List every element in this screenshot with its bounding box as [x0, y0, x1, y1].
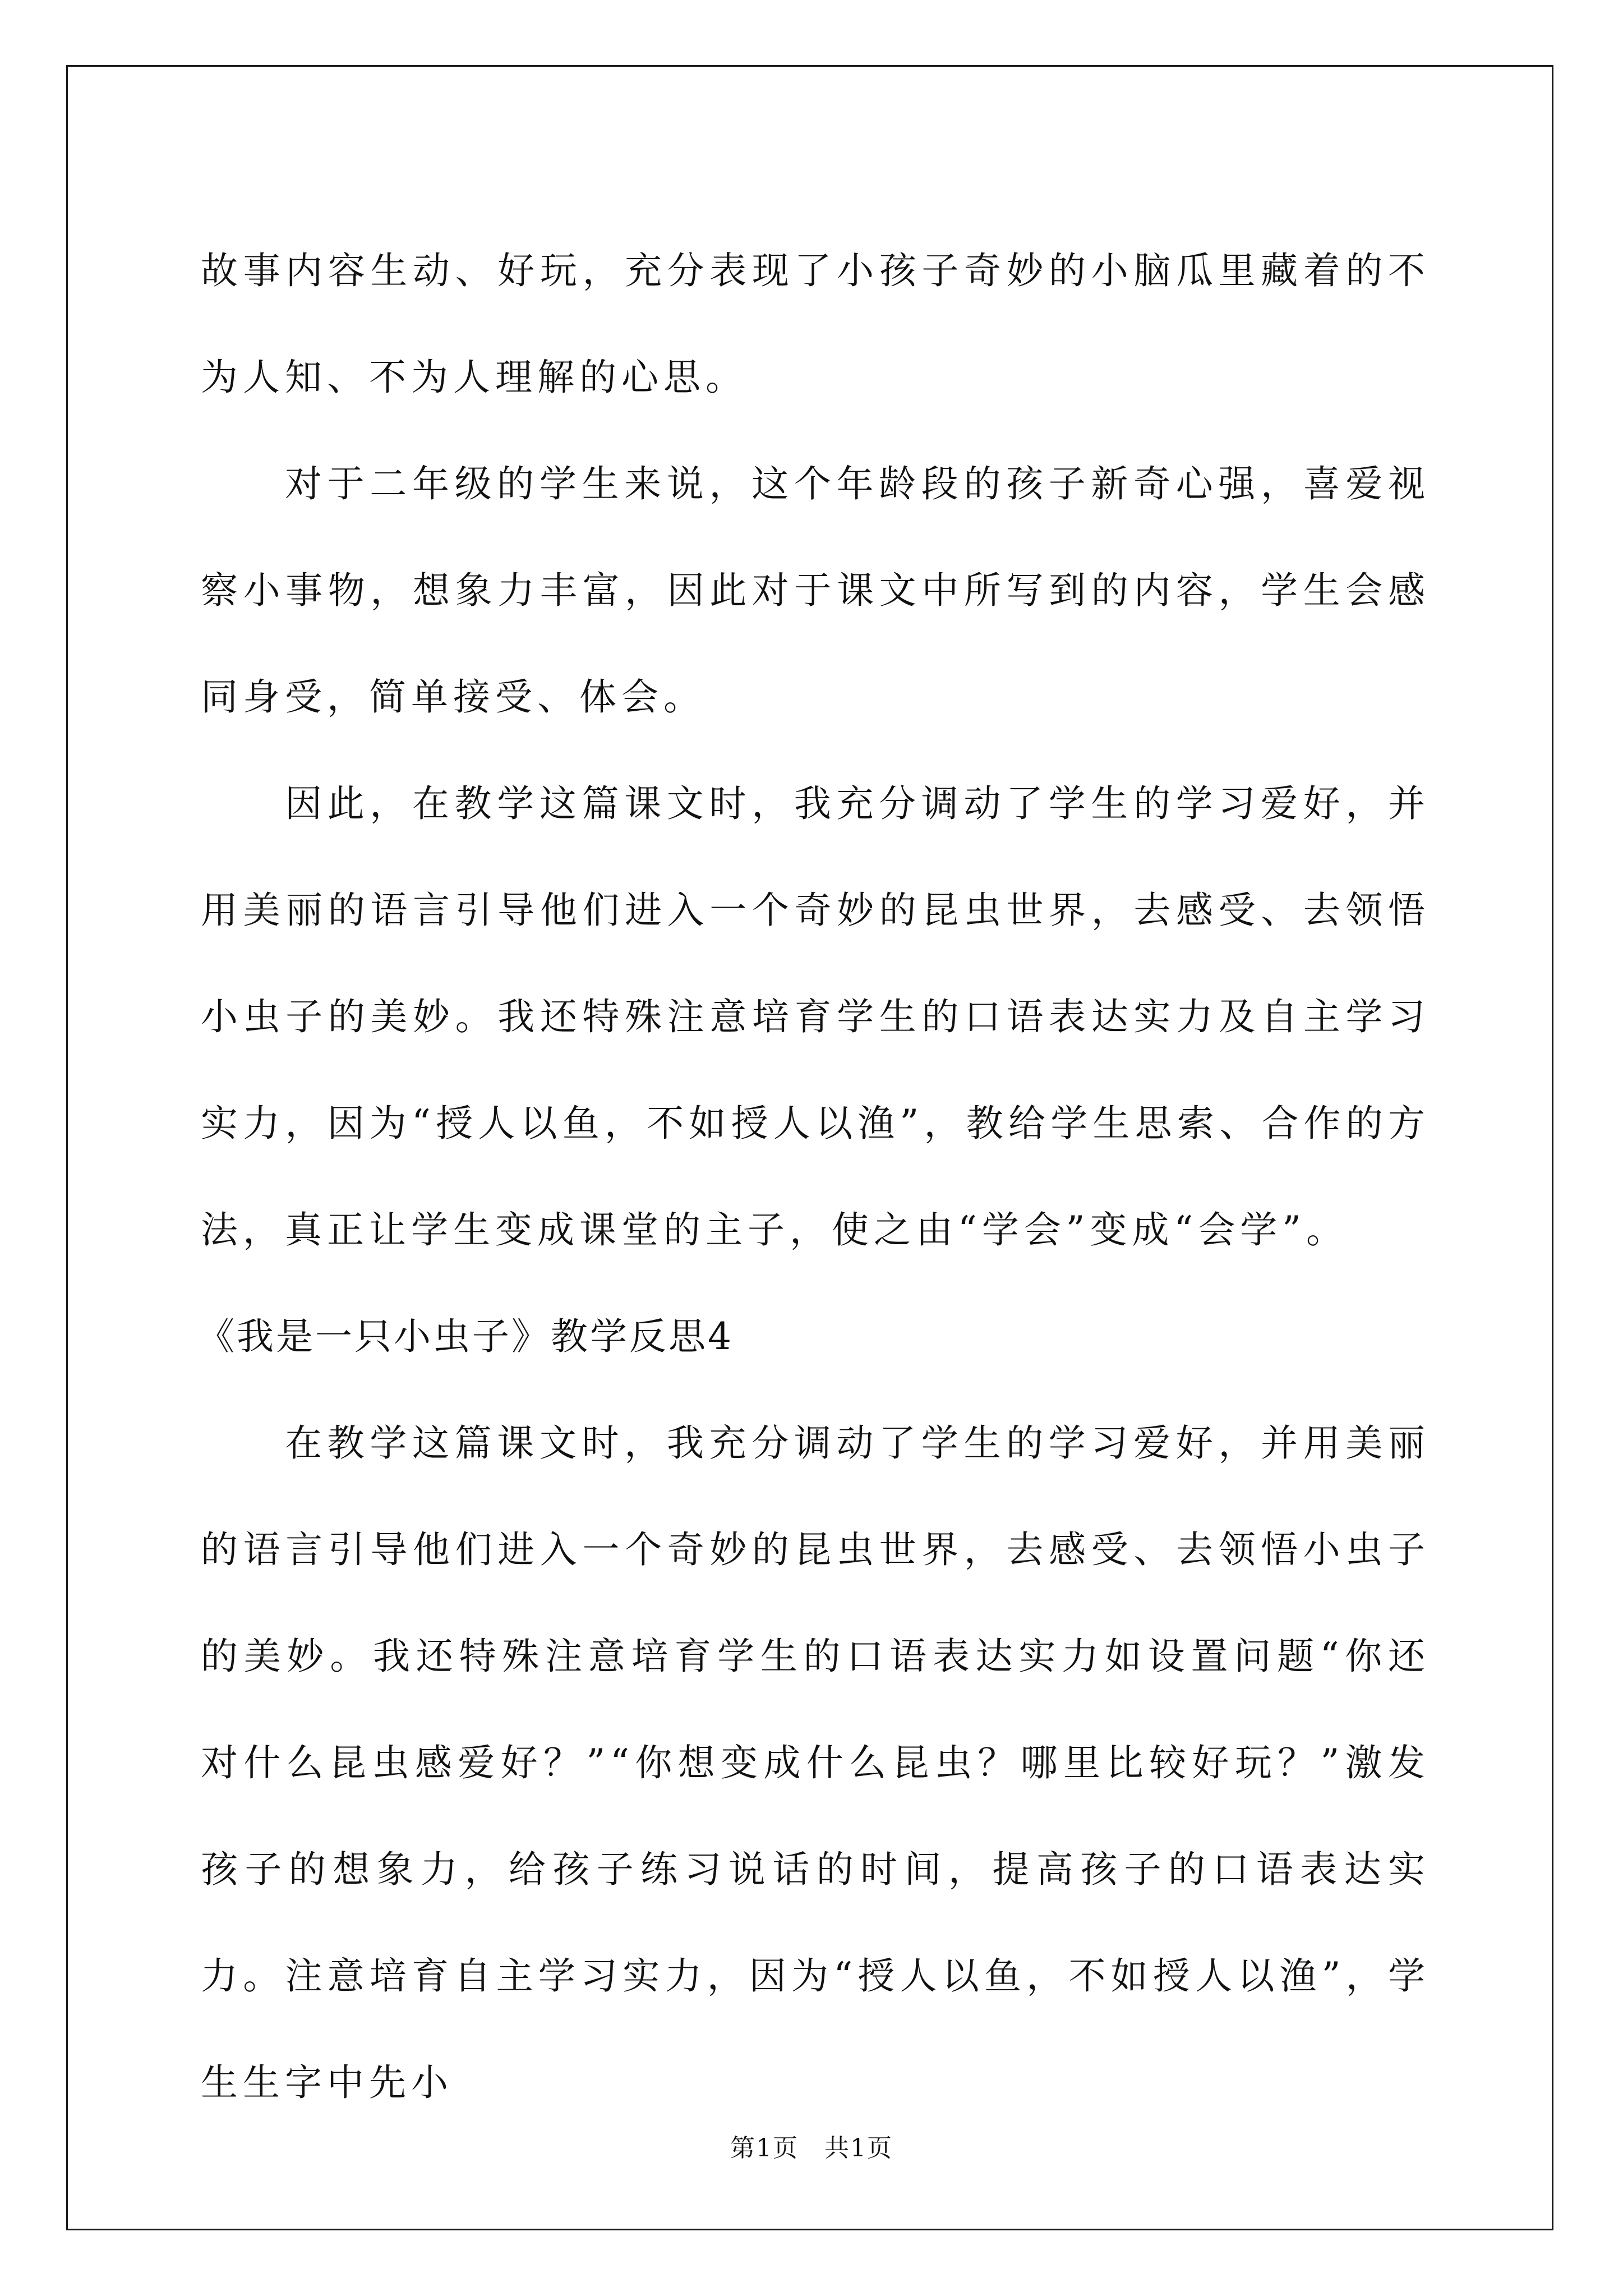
paragraph: 在教学这篇课文时，我充分调动了学生的学习爱好，并用美丽的语言引导他们进入一个奇妙的昆虫世界，去感受、去领悟小虫子的美妙。我还特殊注意培育学生的口语表达实力如设置问题“你还对什么昆虫感爱好？”“你想变成什么昆虫？哪里比较好玩？”激发孩子的想象力，给孩子练习说话的时间，提高孩子的口语表达实力。注意培育自主学习实力，因为“授人以鱼，不如授人以渔”，学生生字中先小 [201, 1421, 1430, 2104]
page-footer: 第1页 共1页 [730, 2134, 893, 2162]
paragraph: 因此，在教学这篇课文时，我充分调动了学生的学习爱好，并用美丽的语言引导他们进入一个奇妙的昆虫世界，去感受、去领悟小虫子的美妙。我还特殊注意培育学生的口语表达实力及自主学习实力，因为“授人以鱼，不如授人以渔”，教给学生思索、合作的方法，真正让学生变成课堂的主子，使之由“学会”变成“会学”。 [201, 782, 1430, 1251]
document-body [197, 218, 1430, 2136]
paragraph: 故事内容生动、好玩，充分表现了小孩子奇妙的小脑瓜里藏着的不为人知、不为人理解的心思。 [201, 249, 1430, 399]
section-heading: 《我是一只小虫子》教学反思4 [197, 1315, 734, 1358]
paragraph: 对于二年级的学生来说，这个年龄段的孩子新奇心强，喜爱视察小事物，想象力丰富，因此对于课文中所写到的内容，学生会感同身受，简单接受、体会。 [201, 462, 1430, 719]
